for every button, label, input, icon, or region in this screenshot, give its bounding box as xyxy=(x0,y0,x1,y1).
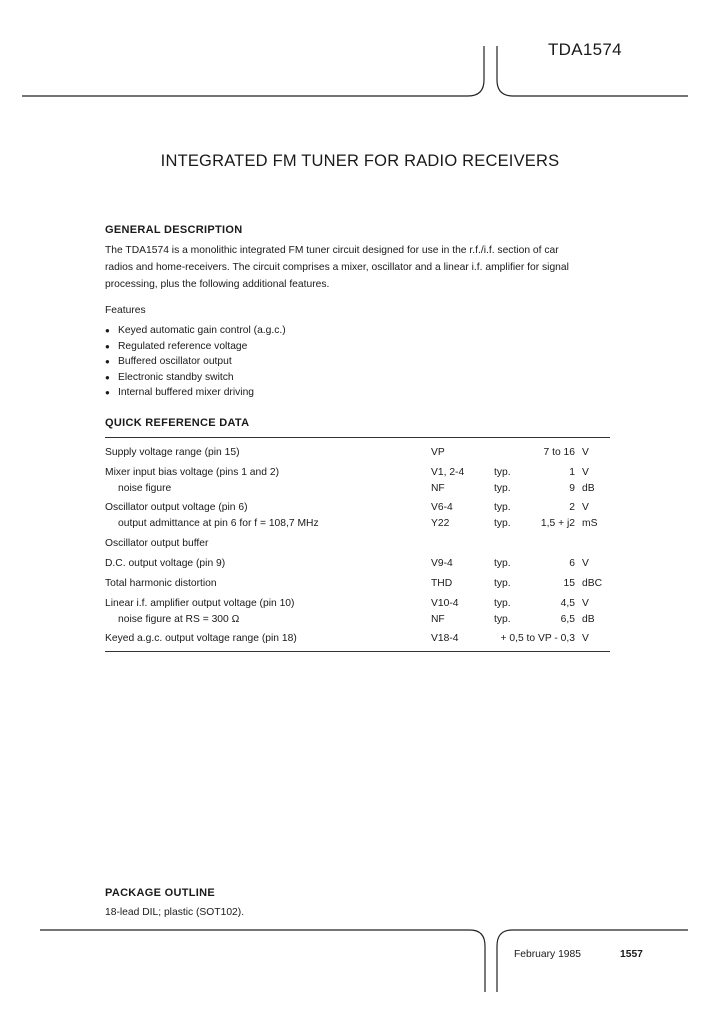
general-description-heading: GENERAL DESCRIPTION xyxy=(105,224,243,236)
condition-cell: typ. xyxy=(494,558,511,569)
param-cell: D.C. output voltage (pin 9) xyxy=(105,558,226,569)
features-heading: Features xyxy=(105,305,146,316)
condition-cell: typ. xyxy=(494,614,511,625)
symbol-cell: NF xyxy=(431,483,445,494)
package-outline-text: 18-lead DIL; plastic (SOT102). xyxy=(105,907,245,918)
quick-reference-heading: QUICK REFERENCE DATA xyxy=(105,417,250,429)
table-top-rule xyxy=(105,437,610,438)
feature-item: ● Internal buffered mixer driving xyxy=(105,385,286,401)
unit-cell: dB xyxy=(582,483,595,494)
value-cell: 2 xyxy=(569,502,575,513)
footer-rule-graphic xyxy=(0,920,720,1000)
feature-item: ● Regulated reference voltage xyxy=(105,339,286,355)
symbol-cell: Y22 xyxy=(431,518,450,529)
param-cell: noise figure at RS = 300 Ω xyxy=(118,614,240,625)
param-cell: output admittance at pin 6 for f = 108,7 MHz xyxy=(118,518,319,529)
unit-cell: V xyxy=(582,502,589,513)
unit-cell: mS xyxy=(582,518,598,529)
value-cell: 4,5 xyxy=(560,598,575,609)
param-cell: Keyed a.g.c. output voltage range (pin 18) xyxy=(105,633,297,644)
description-line: processing, plus the following additional features. xyxy=(105,279,330,290)
param-cell: Mixer input bias voltage (pins 1 and 2) xyxy=(105,467,279,478)
param-cell: Oscillator output voltage (pin 6) xyxy=(105,502,248,513)
symbol-cell: V18-4 xyxy=(431,633,459,644)
footer-date: February 1985 xyxy=(514,949,581,960)
param-cell: Oscillator output buffer xyxy=(105,538,209,549)
unit-cell: V xyxy=(582,447,589,458)
param-cell: Linear i.f. amplifier output voltage (pin 10) xyxy=(105,598,295,609)
feature-item: ● Electronic standby switch xyxy=(105,370,286,386)
condition-cell: typ. xyxy=(494,483,511,494)
value-cell: 9 xyxy=(569,483,575,494)
general-description-text xyxy=(105,242,615,293)
symbol-cell: V1, 2-4 xyxy=(431,467,465,478)
value-cell: 1,5 + j2 xyxy=(540,518,575,529)
unit-cell: dB xyxy=(582,614,595,625)
unit-cell: V xyxy=(582,558,589,569)
unit-cell: V xyxy=(582,633,589,644)
symbol-cell: THD xyxy=(431,578,453,589)
unit-cell: V xyxy=(582,598,589,609)
features-list xyxy=(105,323,286,401)
condition-cell: typ. xyxy=(494,598,511,609)
symbol-cell: V9-4 xyxy=(431,558,453,569)
condition-cell: typ. xyxy=(494,518,511,529)
description-line: radios and home-receivers. The circuit comprises a mixer, oscillator and a linear i.f. amplifier for signal xyxy=(105,262,569,273)
symbol-cell: VP xyxy=(431,447,445,458)
package-outline-heading: PACKAGE OUTLINE xyxy=(105,887,216,899)
condition-cell: typ. xyxy=(494,467,511,478)
table-bottom-rule xyxy=(105,651,610,652)
part-number: TDA1574 xyxy=(548,40,622,59)
param-cell: Supply voltage range (pin 15) xyxy=(105,447,240,458)
param-cell: noise figure xyxy=(118,483,172,494)
value-cell: 6,5 xyxy=(560,614,575,625)
unit-cell: V xyxy=(582,467,589,478)
value-cell: 6 xyxy=(569,558,575,569)
value-cell: 7 to 16 xyxy=(543,447,575,458)
page-number: 1557 xyxy=(620,949,643,960)
value-cell: + 0,5 to VP - 0,3 xyxy=(500,633,575,644)
condition-cell: typ. xyxy=(494,578,511,589)
description-line: The TDA1574 is a monolithic integrated FM tuner circuit designed for use in the r.f./i.f. section of car xyxy=(105,245,559,256)
condition-cell: typ. xyxy=(494,502,511,513)
feature-item: ● Buffered oscillator output xyxy=(105,354,286,370)
page-title: INTEGRATED FM TUNER FOR RADIO RECEIVERS xyxy=(160,152,560,170)
symbol-cell: NF xyxy=(431,614,445,625)
symbol-cell: V10-4 xyxy=(431,598,459,609)
symbol-cell: V6-4 xyxy=(431,502,453,513)
value-cell: 15 xyxy=(563,578,575,589)
unit-cell: dBC xyxy=(582,578,603,589)
param-cell: Total harmonic distortion xyxy=(105,578,217,589)
value-cell: 1 xyxy=(569,467,575,478)
feature-item: ● Keyed automatic gain control (a.g.c.) xyxy=(105,323,286,339)
